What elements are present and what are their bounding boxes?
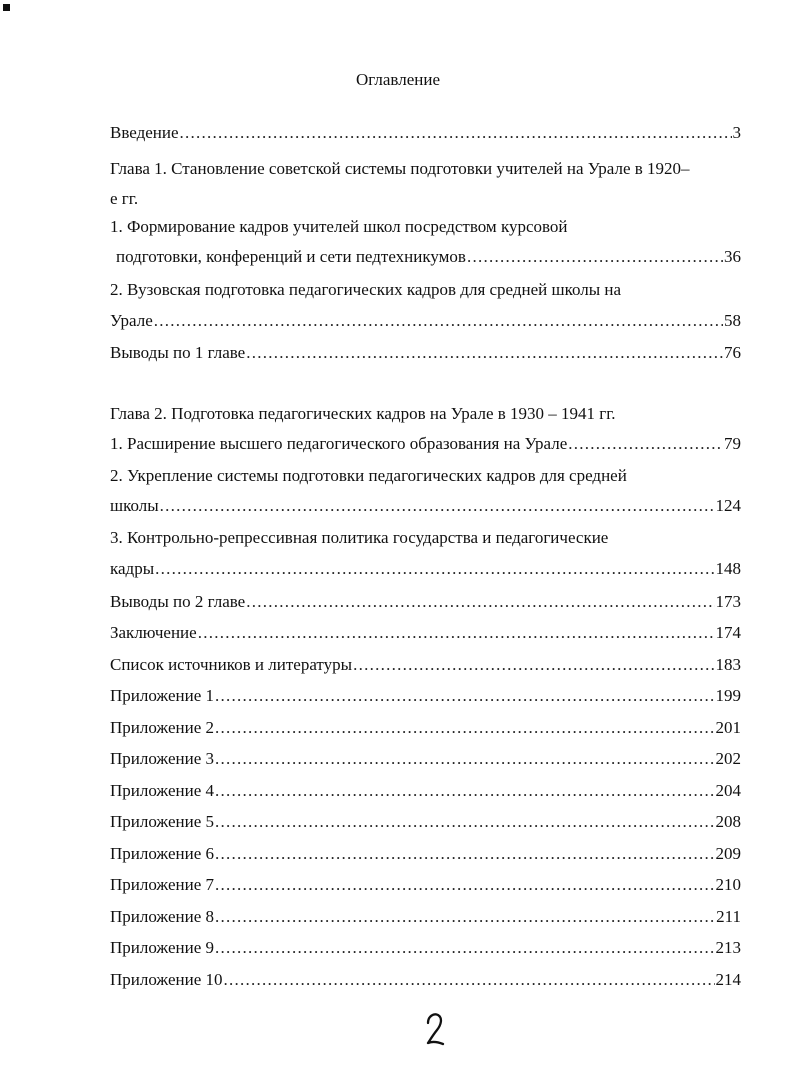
toc-page-number: 3 (732, 123, 741, 142)
toc-page-number: 124 (715, 496, 741, 515)
toc-page-number: 214 (715, 970, 741, 989)
toc-page-number: 173 (715, 592, 741, 611)
toc-entry-title: Приложение 2 (110, 718, 214, 737)
toc-entry-title: Выводы по 1 главе (110, 343, 246, 362)
toc-entry-title: Приложение 3 (110, 749, 214, 768)
toc-entry-sources[interactable] (110, 654, 741, 676)
dot-leader (215, 843, 715, 865)
toc-page-number: 201 (715, 718, 741, 737)
toc-entry-title: Список источников и литературы (110, 655, 353, 674)
handwritten-page-number (420, 1010, 450, 1050)
dot-leader (155, 558, 714, 580)
toc-section-1-2-line[interactable]: 2. Вузовская подготовка педагогических кадров для средней школы на (110, 280, 622, 299)
toc-entry-section-2-3[interactable] (110, 558, 741, 580)
toc-entry-title: школы (110, 496, 159, 515)
toc-section-1-1-line[interactable]: 1. Формирование кадров учителей школ посредством курсовой (110, 217, 568, 236)
toc-page-number: 36 (724, 247, 741, 266)
scan-corner-mark (3, 4, 10, 11)
toc-entry-section-1-1[interactable] (116, 246, 741, 268)
toc-chapter-1-title[interactable]: Глава 1. Становление советской системы подготовки учителей на Урале в 1920– (110, 159, 690, 178)
toc-entry-title: Приложение 10 (110, 970, 223, 989)
toc-entry-title: Урале (110, 311, 153, 330)
toc-entry-title: кадры (110, 559, 155, 578)
toc-entry-appendix[interactable] (110, 748, 741, 770)
dot-leader (215, 874, 715, 896)
toc-entry-appendix[interactable] (110, 969, 741, 991)
toc-chapter-1-title-cont[interactable]: е гг. (110, 189, 139, 208)
dot-leader (215, 717, 715, 739)
dot-leader (215, 937, 715, 959)
toc-entry-appendix[interactable] (110, 843, 741, 865)
toc-page-number: 76 (724, 343, 741, 362)
toc-entry-appendix[interactable] (110, 811, 741, 833)
toc-entry-title: Приложение 9 (110, 938, 214, 957)
toc-entry-appendix[interactable] (110, 685, 741, 707)
toc-entry-conclusions-1[interactable] (110, 342, 741, 364)
dot-leader (215, 685, 715, 707)
toc-entry-title: Выводы по 2 главе (110, 592, 246, 611)
dot-leader (160, 495, 715, 517)
toc-page-number: 210 (715, 875, 741, 894)
toc-entry-conclusions-2[interactable] (110, 591, 741, 613)
toc-entry-appendix[interactable] (110, 937, 741, 959)
toc-page-number: 174 (715, 623, 741, 642)
toc-entry-section-1-2[interactable] (110, 310, 741, 332)
toc-entry-title: Заключение (110, 623, 197, 642)
toc-entry-title: Приложение 7 (110, 875, 214, 894)
dot-leader (215, 780, 715, 802)
toc-entry-appendix[interactable] (110, 780, 741, 802)
dot-leader (215, 748, 715, 770)
toc-page-number: 58 (724, 311, 741, 330)
dot-leader (154, 310, 723, 332)
toc-page-number: 204 (715, 781, 741, 800)
toc-section-2-2-line[interactable]: 2. Укрепление системы подготовки педагогических кадров для средней (110, 466, 627, 485)
toc-entry-section-2-2[interactable] (110, 495, 741, 517)
toc-entry-title: Введение (110, 123, 179, 142)
toc-entry-title: Приложение 5 (110, 812, 214, 831)
toc-chapter-2-title[interactable]: Глава 2. Подготовка педагогических кадров на Урале в 1930 – 1941 гг. (110, 404, 616, 423)
toc-entry-title: Приложение 4 (110, 781, 214, 800)
toc-entry-appendix[interactable] (110, 906, 741, 928)
toc-page-number: 199 (715, 686, 741, 705)
page-title: Оглавление (356, 70, 440, 89)
toc-page-number: 79 (724, 434, 741, 453)
dot-leader (467, 246, 723, 268)
toc-section-2-3-line[interactable]: 3. Контрольно-репрессивная политика государства и педагогические (110, 528, 609, 547)
dot-leader (246, 342, 723, 364)
dot-leader (568, 433, 723, 455)
toc-page-number: 209 (715, 844, 741, 863)
toc-entry-appendix[interactable] (110, 717, 741, 739)
toc-page-number: 148 (715, 559, 741, 578)
dot-leader (180, 122, 732, 144)
toc-page-number: 213 (715, 938, 741, 957)
toc-entry-appendix[interactable] (110, 874, 741, 896)
dot-leader (215, 906, 715, 928)
toc-page-number: 208 (715, 812, 741, 831)
toc-entry-title: Приложение 8 (110, 907, 214, 926)
dot-leader (198, 622, 715, 644)
toc-entry-title: Приложение 6 (110, 844, 214, 863)
toc-entry-title: подготовки, конференций и сети педтехникумов (116, 247, 466, 266)
toc-entry-title: 1. Расширение высшего педагогического образования на Урале (110, 434, 568, 453)
toc-page-number: 183 (715, 655, 741, 674)
toc-entry-conclusion[interactable] (110, 622, 741, 644)
dot-leader (224, 969, 715, 991)
toc-page-number: 211 (716, 907, 741, 926)
toc-entry-title: Приложение 1 (110, 686, 214, 705)
toc-entry-section-2-1[interactable] (110, 433, 741, 455)
dot-leader (353, 654, 714, 676)
toc-page-number: 202 (715, 749, 741, 768)
dot-leader (246, 591, 714, 613)
toc-entry-intro[interactable] (110, 122, 741, 144)
dot-leader (215, 811, 715, 833)
